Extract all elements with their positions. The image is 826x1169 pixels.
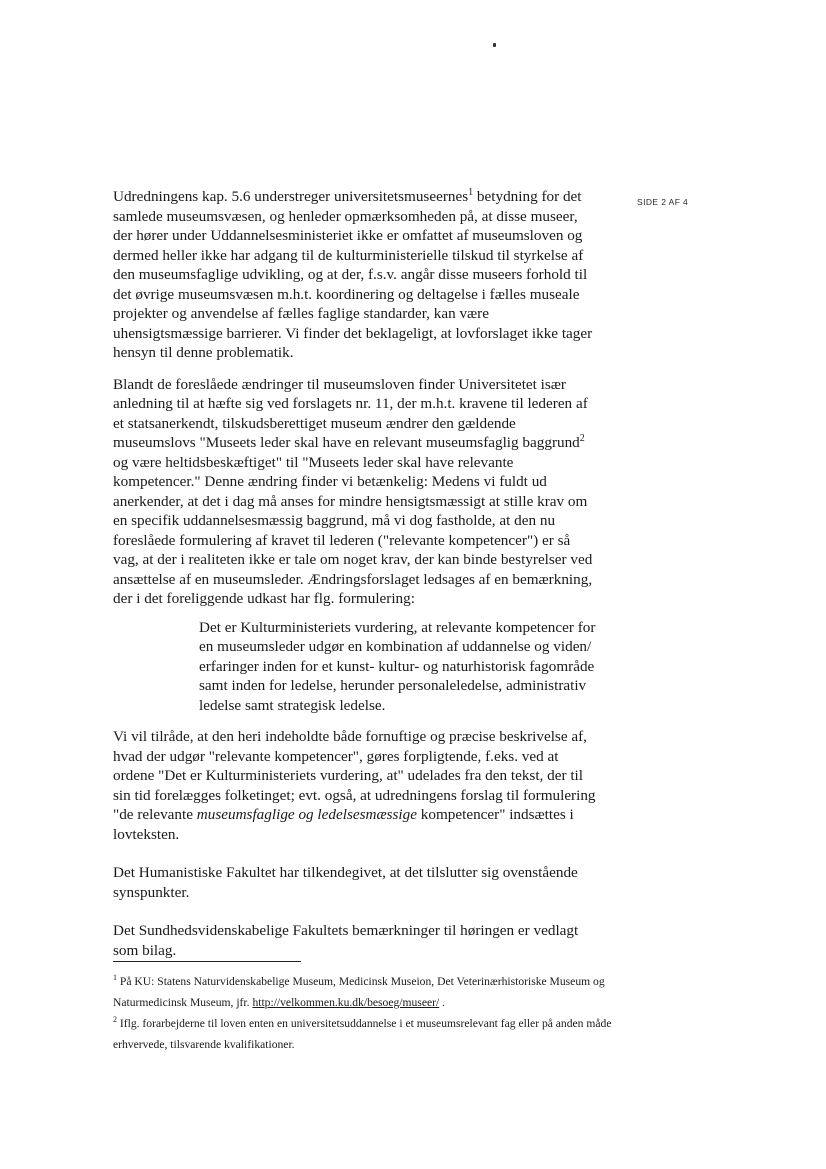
scan-speck (493, 43, 496, 47)
paragraph-sundhedsvidenskabelige-fakultet: Det Sundhedsvidenskabelige Fakultets bemærkninger til høringen er vedlagt som bilag. (113, 922, 579, 959)
museer-link[interactable]: http://velkommen.ku.dk/besoeg/museer/ (252, 996, 440, 1009)
footnote-2: $^2$ Iflg. forarbejderne til loven enten en universitetsuddannelse i et museumsrelevant fag eller på anden måde erhvervede, tilsvarende kvalifikationer. (113, 1015, 612, 1051)
quoted-formulation: Det er Kulturministeriets vurdering, at relevante kompetencer for en museumsleder udgør en kombination af uddannelse og viden/ erfaringer inden for et kunst- kultur- og naturhistorisk fagområde samt inden for ledelse, herunder personaleledelse, administrativ ledelse samt strategisk ledelse. (199, 618, 596, 714)
paragraph-humanistiske-fakultet: Det Humanistiske Fakultet har tilkendegivet, at det tilslutter sig ovenstående synspunkter. (113, 864, 578, 901)
footnote-divider (113, 961, 301, 962)
footnote-ref-1[interactable]: 1 (468, 187, 474, 198)
footnote-1: $^1$ På KU: Statens Naturvidenskabelige Museum, Medicinsk Museion, Det Veterinærhistoriske Museum og Naturmedicinsk Museum, jfr. http://velkommen.ku.dk/besoeg/museer/ . (113, 973, 605, 1009)
paragraph-museumslov-aendringer: Blandt de foreslåede ændringer til museumsloven finder Universitetet især anledning til at hæfte sig ved forslagets nr. 11, der m.h.t. kravene til lederen af et statsanerkendt, tilskudsberettiget museum ændrer den gældende museumslovs "Museets leder skal have en relevant museumsfaglig baggrund$^2$ og være heltidsbeskæftiget" til "Museets leder skal have relevante kompetencer." Denne ændring finder vi betænkelig: Medens vi fuldt ud anerkender, at det i dag må anses for mindre hensigtsmæssigt at stille krav om en specifik uddannelsesmæssig baggrund, må vi dog fastholde, at den nu foreslåede formulering af kravet til lederen ("relevante kompetencer") er så vag, at der i realiteten ikke er tale om noget krav, der kan binde bestyrelser ved ansættelse af en museumsleder. Ændringsforslaget ledsages af en bemærkning, der i det foreliggende udkast har flg. formulering: (113, 375, 593, 607)
footnotes (113, 971, 613, 1055)
page-number: SIDE 2 AF 4 (637, 197, 689, 207)
footnote-ref-2[interactable]: 2 (579, 433, 585, 444)
paragraph-recommendation: Vi vil tilråde, at den heri indeholdte både fornuftige og præcise beskrivelse af, hvad der udgør "relevante kompetencer", gøres forpligtende, f.eks. ved at ordene "Det er Kulturministeriets vurdering, at" udelades fra den tekst, der til sin tid forelægges folketinget; evt. også, at udredningens forslag til formulering "de relevante museumsfaglige og ledelsesmæssige kompetencer" indsættes i lovteksten. (113, 728, 596, 843)
paragraph-universitetsmuseer: Udredningens kap. 5.6 understreger universitetsmuseernes$^1$ betydning for det samlede museumsvæsen, og henleder opmærksomheden på, at disse museer, der hører under Uddannelsesministeriet ikke er omfattet af museumsloven og dermed heller ikke har adgang til de kulturministerielle tilskud til styrkelse af den museumsfaglige udvikling, og at der, f.s.v. angår disse museers forhold til det øvrige museumsvæsen m.h.t. koordinering og deltagelse i fælles museale projekter og anvendelse af fælles faglige standarder, kan være uhensigtsmæssige barrierer. Vi finder det beklageligt, at lovforslaget ikke tager hensyn til denne problematik. (113, 187, 593, 361)
letter-body (113, 187, 599, 972)
